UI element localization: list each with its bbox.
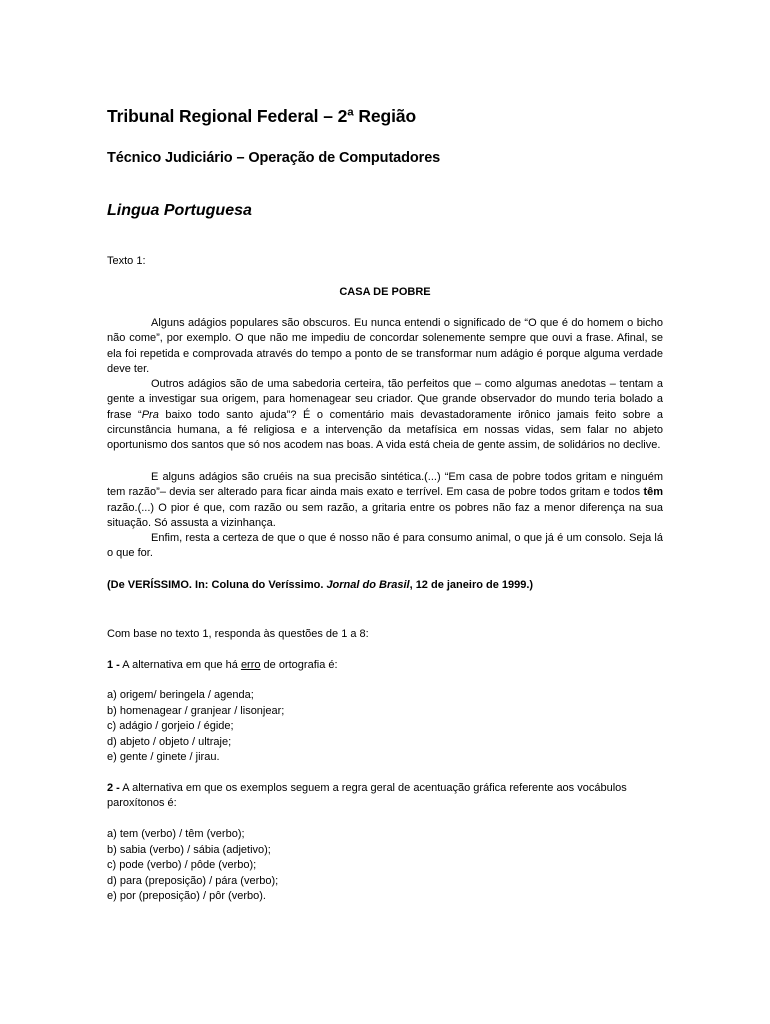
text-paragraph-3 (107, 470, 663, 531)
text-title: CASA DE POBRE (339, 286, 431, 298)
option-item: c) adágio / gorjeio / égide; (107, 720, 234, 733)
option-item: c) pode (verbo) / pôde (verbo); (107, 859, 257, 872)
question-1-text-a: A alternativa em que há (119, 659, 241, 671)
text-source (107, 578, 533, 593)
paragraph-1-text: Alguns adágios populares são obscuros. Eu nunca entendi o significado de “O que é do homem o bicho não come”, por exemplo. O que não me impediu de concordar solenemente sempre que ouvi a frase. Afinal, se ela foi repetida e comprovada através do tempo a ponto de se transformar num adágio é porque alguma verdade deve ter. (107, 317, 663, 375)
question-1-number: 1 - (107, 659, 120, 671)
paragraph-4-text: Enfim, resta a certeza de que o que é nosso não é para consumo animal, o que já é um consolo. Seja lá o que for. (107, 532, 663, 560)
option-item: e) por (preposição) / pôr (verbo). (107, 890, 266, 903)
source-italic: Jornal do Brasil (326, 579, 410, 591)
option-item: e) gente / ginete / jirau. (107, 751, 220, 764)
paragraph-3-bold: têm (643, 486, 663, 499)
section-heading: Lingua Portuguesa (107, 202, 252, 219)
paragraph-2-italic: Pra (141, 408, 159, 421)
paragraph-2-text-b: baixo todo santo ajuda”? É o comentário mais devastadoramente irônico jamais feito sobre a circunstância humana, a fé religiosa e a intervenção da metafísica em nossas vidas, sem falar no abjeto oportunismo dos santos que só nos acodem nas boas. A vida está cheia de gente assim, de solidários no declive. (107, 408, 663, 452)
option-item: a) origem/ beringela / agenda; (107, 689, 254, 701)
paragraph-3-text-a: E alguns adágios são cruéis na sua precisão sintética.(...) “Em casa de pobre todos gritam e ninguém tem razão”– devia ser alterado para ficar ainda mais exato e terrível. Em casa de pobre todos gritam e todos (107, 471, 663, 499)
document-title: Tribunal Regional Federal – 2ª Região (107, 106, 417, 126)
option-item: b) homenagear / granjear / lisonjear; (107, 704, 285, 717)
option-item: d) para (preposição) / pára (verbo); (107, 874, 279, 887)
paragraph-3-text-b: razão.(...) O pior é que, com razão ou sem razão, a gritaria entre os pobres não faz a menor diferença na sua situação. Só assusta a vizinhança. (107, 501, 663, 529)
source-text-a: (De VERÍSSIMO. In: Coluna do Veríssimo. (107, 579, 327, 591)
text-paragraph-1 (107, 316, 663, 377)
question-2-text: A alternativa em que os exemplos seguem a regra geral de acentuação gráfica referente aos vocábulos paroxítonos é: (107, 782, 627, 810)
instructions: Com base no texto 1, responda às questões de 1 a 8: (107, 628, 369, 640)
question-2-number: 2 - (107, 782, 120, 794)
text-paragraph-2 (107, 377, 663, 453)
question-1 (107, 658, 338, 673)
question-2 (107, 781, 663, 811)
source-text-b: , 12 de janeiro de 1999.) (409, 579, 534, 591)
document-subtitle: Técnico Judiciário – Operação de Computadores (107, 150, 441, 166)
paragraph-2-text-a: Outros adágios são de uma sabedoria certeira, tão perfeitos que – como algumas anedotas – tentam a gente a investigar sua origem, para homenagear seu criador. Que grande observador do mundo teria bolado a frase “ (107, 378, 663, 421)
question-1-options (107, 688, 284, 766)
option-item: d) abjeto / objeto / ultraje; (107, 735, 232, 748)
question-1-underlined: erro (240, 659, 261, 671)
option-item: a) tem (verbo) / têm (verbo); (107, 828, 245, 840)
text-paragraph-4 (107, 531, 663, 562)
option-item: b) sabia (verbo) / sábia (adjetivo); (107, 843, 271, 856)
question-1-text-b: de ortografia é: (260, 659, 338, 671)
question-2-options (107, 827, 278, 905)
text-label: Texto 1: (107, 255, 146, 267)
